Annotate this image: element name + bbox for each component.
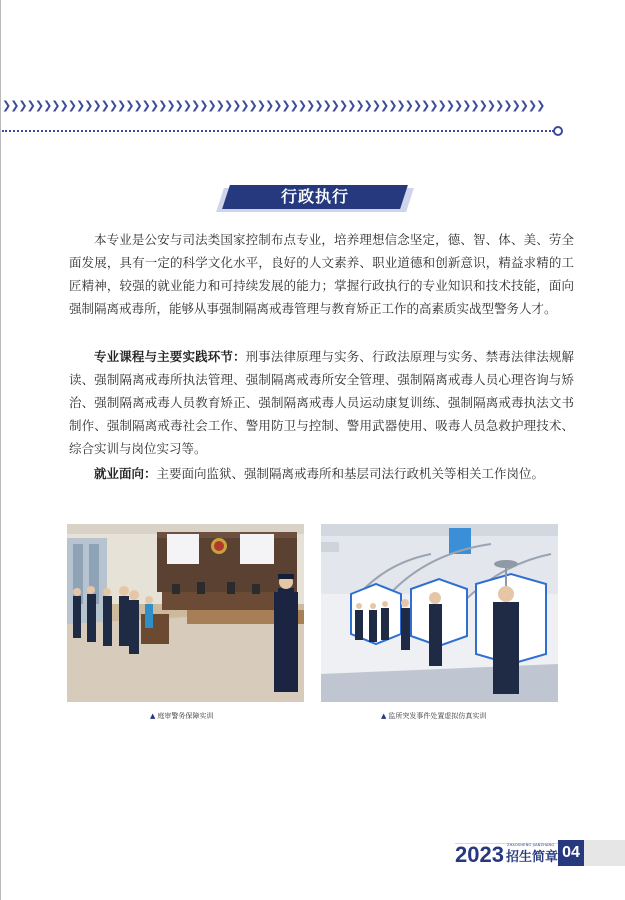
page-left-rule — [0, 0, 1, 900]
chevron-divider: ❯❯❯❯❯❯❯❯❯❯❯❯❯❯❯❯❯❯❯❯❯❯❯❯❯❯❯❯❯❯❯❯❯❯❯❯❯❯❯❯❯❯❯❯❯❯❯❯❯❯❯❯❯❯❯❯❯❯❯❯❯❯❯❯❯❯ — [2, 100, 545, 112]
dotted-divider — [2, 130, 554, 132]
employment-paragraph — [69, 462, 574, 485]
caption-text: 庭审警务保障实训 — [157, 712, 214, 720]
employment-text: 主要面向监狱、强制隔离戒毒所和基层司法行政机关等相关工作岗位。 — [156, 466, 545, 481]
intro-paragraph: 本专业是公安与司法类国家控制布点专业，培养理想信念坚定，德、智、体、美、劳全面发展，具有一定的科学文化水平，良好的人文素养、职业道德和创新意识，精益求精的工匠精神，较强的就业能力和可持续发展的能力；掌握行政执行的专业知识和技术技能，面向强制隔离戒毒所，能够从事强制隔离戒毒管理与教育矫正工作的高素质实战型警务人才。 — [69, 232, 574, 316]
courtroom-training-photo — [67, 524, 304, 702]
photo-caption-simulation — [381, 711, 486, 721]
footer-label: 招生简章 — [506, 850, 559, 865]
section-title-banner — [212, 185, 412, 211]
employment-label: 就业面向： — [94, 466, 157, 481]
footer-year: 2023 — [455, 842, 504, 867]
caption-text: 监所突发事件处置虚拟仿真实训 — [388, 712, 487, 720]
triangle-icon: ▲ — [150, 712, 156, 720]
courses-text: 刑事法律原理与实务、行政法原理与实务、禁毒法律法规解读、强制隔离戒毒所执法管理、强制隔离戒毒所安全管理、强制隔离戒毒人员心理咨询与矫治、强制隔离戒毒人员教育矫正、强制隔离戒毒人员运动康复训练、强制隔离戒毒执法文书制作、强制隔离戒毒社会工作、警用防卫与控制、警用武器使用、吸毒人员急救护理技术、综合实训与岗位实习等。 — [69, 349, 574, 456]
courses-paragraph — [69, 345, 574, 460]
footer-tail-block — [584, 840, 625, 866]
page-number: 04 — [558, 840, 584, 866]
simulation-scene-image — [321, 524, 558, 702]
simulation-training-photo — [321, 524, 558, 702]
section-title: 行政执行 — [280, 187, 349, 206]
photo-caption-courtroom — [150, 711, 213, 721]
footer-pinyin: ZHAOSHENG JIANZHANG — [507, 843, 555, 847]
circle-icon — [553, 126, 563, 136]
courses-label: 专业课程与主要实践环节： — [94, 349, 246, 364]
triangle-icon: ▲ — [381, 712, 387, 720]
courtroom-scene-image — [67, 524, 304, 702]
